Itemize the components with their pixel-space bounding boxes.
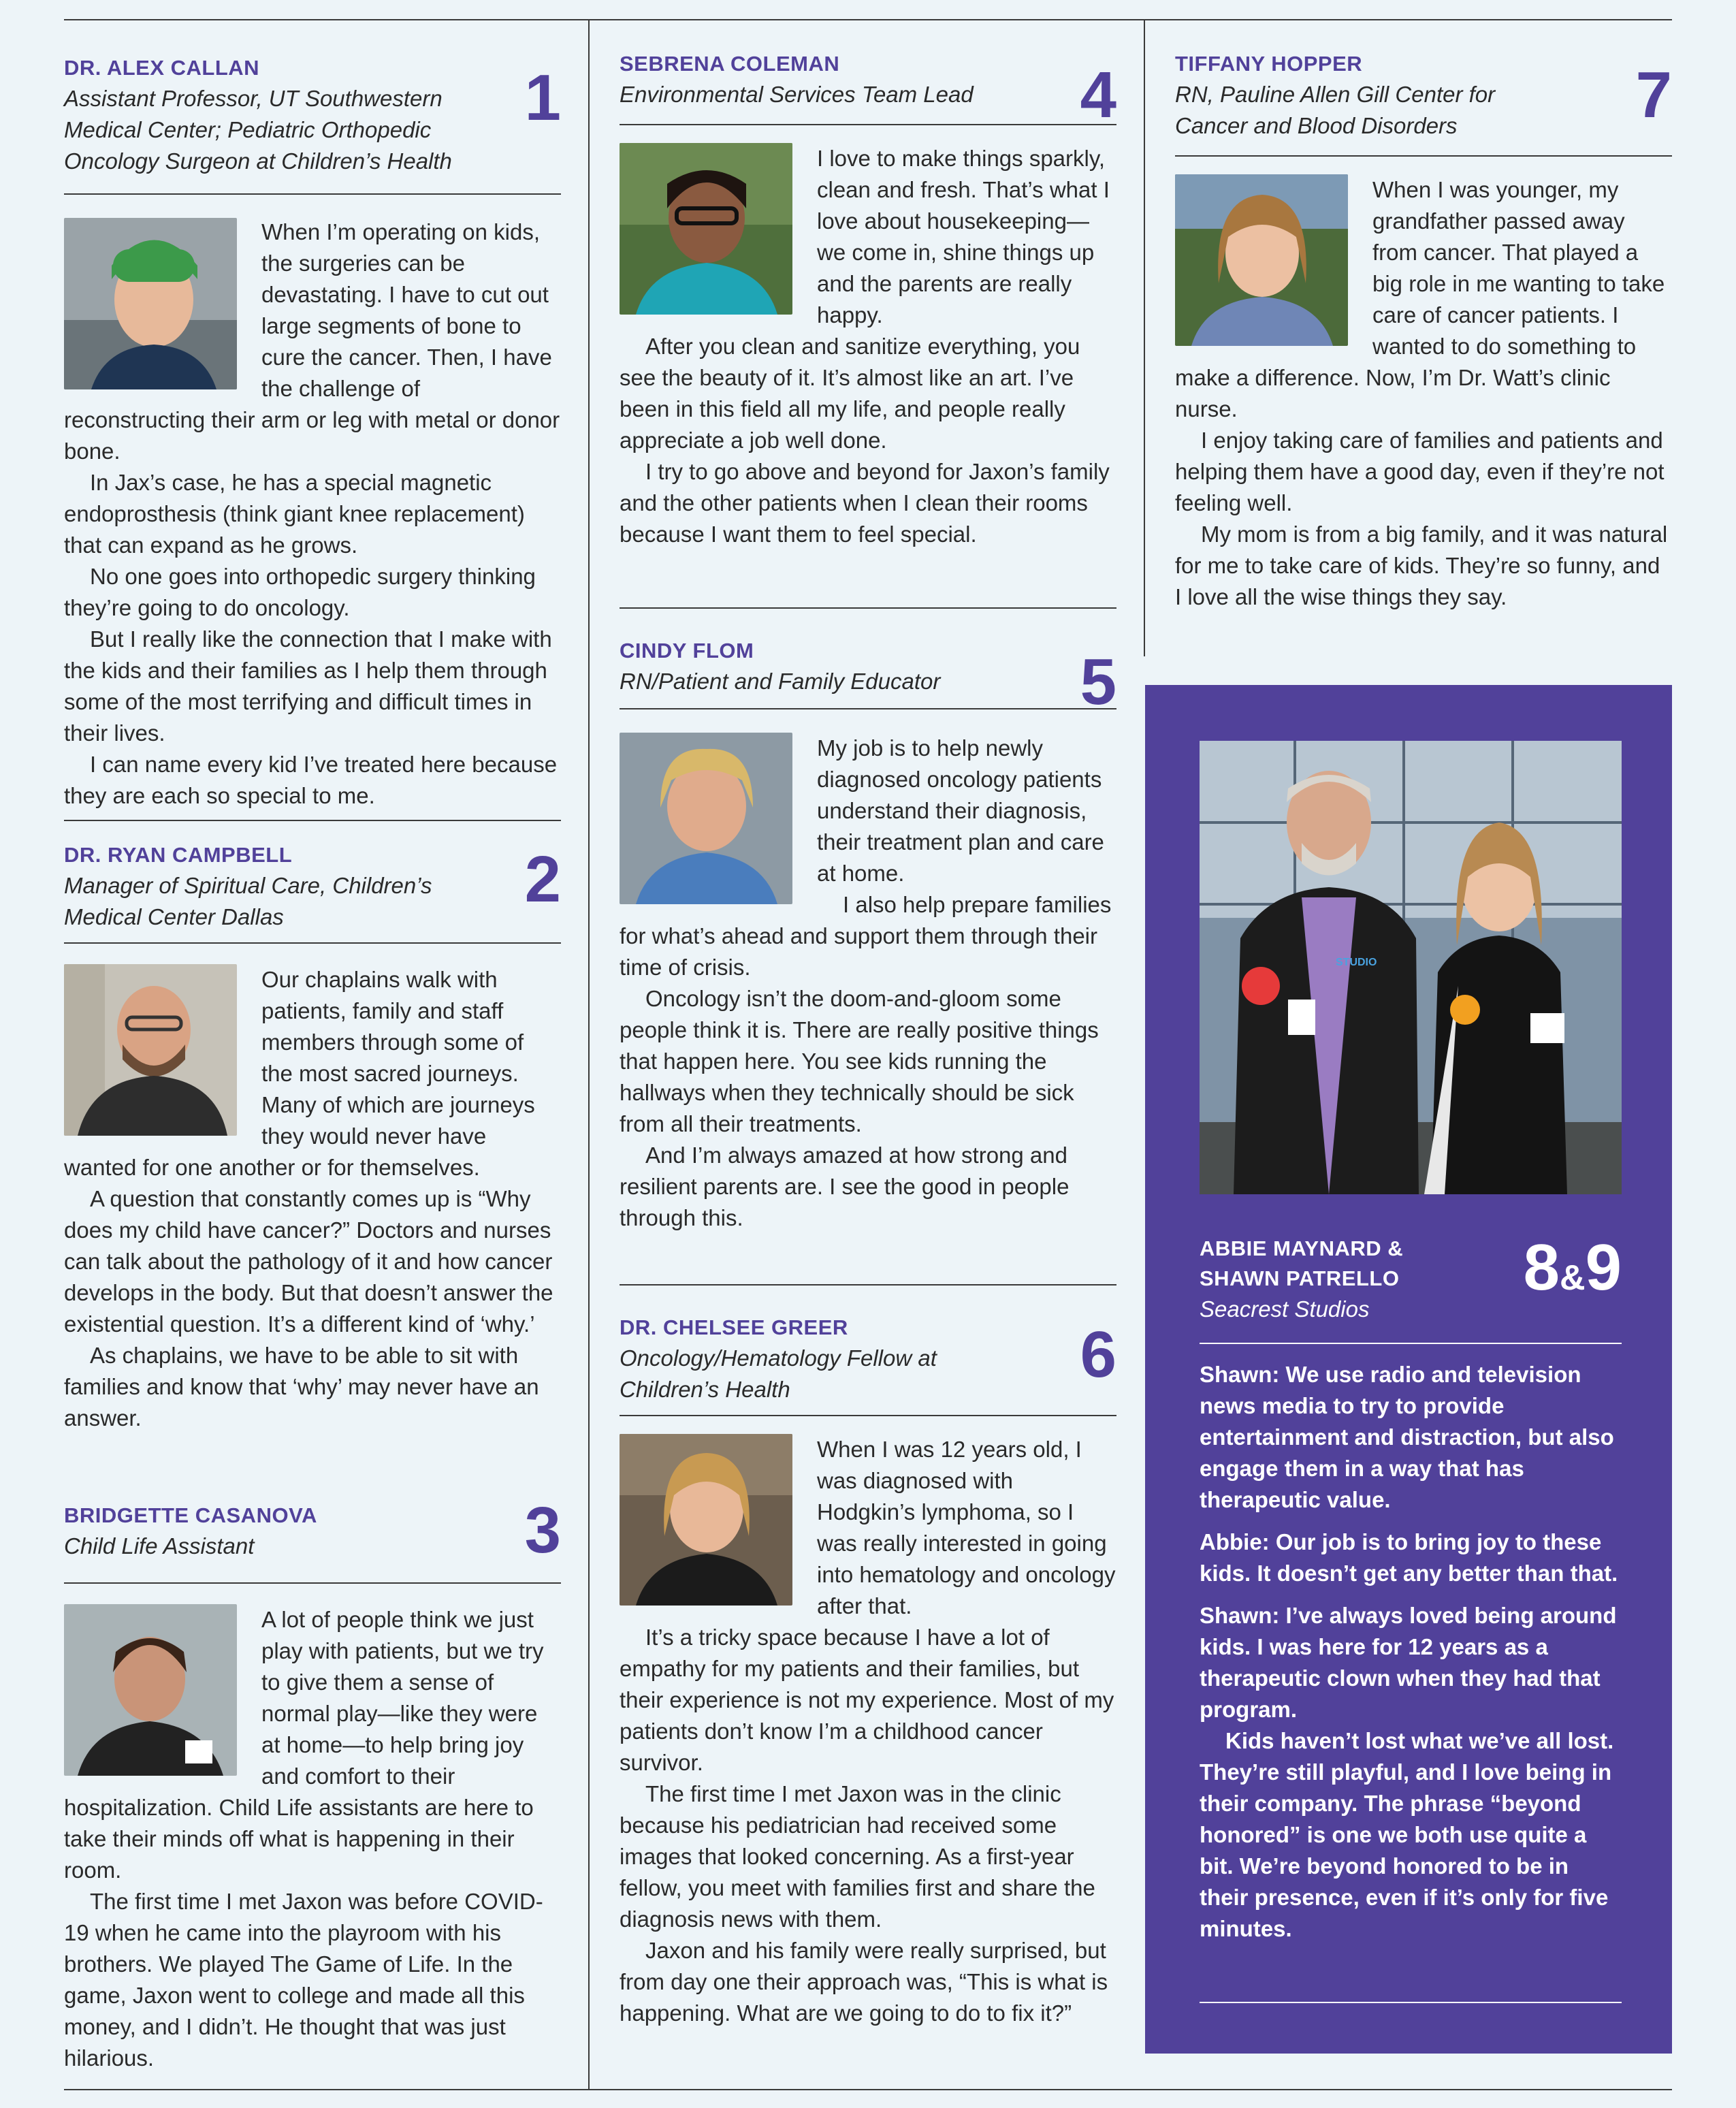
profile-number: 3 (524, 1494, 561, 1567)
paragraph: My mom is from a big family, and it was natural for me to take care of kids. They’re so funny, and I love all the wise things they say. (1175, 522, 1668, 609)
profile-name: CINDY FLOM (620, 639, 754, 662)
profile-photo (1175, 174, 1348, 346)
quote-text: Our job is to bring joy to these kids. It doesn’t get any better than that. (1200, 1529, 1618, 1586)
profile-name: DR. ALEX CALLAN (64, 56, 260, 80)
column-divider-2 (1144, 19, 1145, 656)
profile-title: Assistant Professor, UT Southwestern Medical Center; Pediatric Orthopedic Oncology Surgeon at Children’s Health (64, 86, 452, 174)
quote-speaker: Abbie: (1200, 1529, 1270, 1554)
profile-name: TIFFANY HOPPER (1175, 52, 1363, 76)
profile-number: 7 (1635, 59, 1672, 131)
badge-label: STUDIO (1336, 957, 1377, 968)
feature-number (1523, 1231, 1622, 1312)
profile-body (64, 217, 561, 812)
profile-header (1175, 49, 1672, 155)
profile-body (1175, 174, 1672, 613)
quote-closing: Kids haven’t lost what we’ve all lost. They’re still playful, and I love being in their company. The phrase “beyond honored” is one we both use quite a bit. We’re beyond honored to be in their presence, even if it’s only for five minutes. (1200, 1728, 1614, 1941)
paragraph: I enjoy taking care of families and patients and helping them have a good day, even if they’re not feeling well. (1175, 428, 1665, 515)
feature-title: Seacrest Studios (1200, 1296, 1370, 1322)
profile-flom (620, 636, 1116, 1234)
profile-title: RN, Pauline Allen Gill Center for Cancer and Blood Disorders (1175, 82, 1496, 138)
feature-bottom-rule (1200, 2002, 1622, 2003)
quote (1200, 1359, 1622, 1516)
section-rule (620, 607, 1116, 609)
quote-text: We use radio and television news media to try to provide entertainment and distraction, but also engage them in a way that has therapeutic value. (1200, 1362, 1614, 1512)
quote-speaker: Shawn: (1200, 1362, 1280, 1387)
profile-header (64, 1494, 561, 1571)
paragraph: No one goes into orthopedic surgery thinking they’re going to do oncology. (64, 564, 536, 620)
paragraph: A question that constantly comes up is “Why does my child have cancer?” Doctors and nurses can talk about the pathology of it and how cancer develops in the body. But that doesn’t answer the existential question. It’s a different kind of ‘why.’ (64, 1186, 553, 1337)
profile-name: BRIDGETTE CASANOVA (64, 1503, 317, 1527)
profile-hopper (1175, 49, 1672, 613)
profile-number: 6 (1080, 1318, 1116, 1391)
profile-name: DR. CHELSEE GREER (620, 1315, 848, 1339)
feature-number-a: 8 (1523, 1231, 1560, 1304)
profile-body (64, 1604, 561, 2074)
profile-photo (620, 143, 792, 315)
paragraph: When I was 12 years old, I was diagnosed with Hodgkin’s lymphoma, so I was really interested in going into hematology and oncology after that. (817, 1437, 1116, 1618)
feature-name-line1: ABBIE MAYNARD & (1200, 1236, 1404, 1260)
paragraph: The first time I met Jaxon was before COVID-19 when he came into the playroom with his brothers. We played The Game of Life. In the game, Jaxon went to college and made all this money, and I didn’t. He thought that was just hilarious. (64, 1889, 543, 2071)
paragraph: I also help prepare families for what’s ahead and support them through their time of crisis. (620, 892, 1112, 980)
profile-number: 4 (1080, 59, 1116, 131)
feature-name-line2: SHAWN PATRELLO (1200, 1266, 1400, 1290)
header-rule (64, 942, 561, 944)
header-rule (64, 193, 561, 195)
bottom-rule (64, 2089, 1672, 2090)
profile-header (64, 53, 561, 193)
profile-number: 5 (1080, 645, 1116, 718)
profile-callan (64, 53, 561, 812)
paragraph: A lot of people think we just play with patients, but we try to give them a sense of normal play—like they were at home—to help bring joy and comfort to their hospitalization. Child Life assistants are here to take their minds off what is happening in their room. (64, 1607, 544, 1883)
profile-name: DR. RYAN CAMPBELL (64, 843, 293, 867)
profile-campbell (64, 840, 561, 1434)
profile-photo (620, 1434, 792, 1606)
paragraph: I can name every kid I’ve treated here because they are each so special to me. (64, 752, 558, 808)
profile-title: Environmental Services Team Lead (620, 82, 974, 107)
profile-photo (64, 218, 237, 389)
top-rule (64, 19, 1672, 20)
quote-speaker: Shawn: (1200, 1603, 1280, 1628)
profile-title: RN/Patient and Family Educator (620, 669, 941, 694)
paragraph: Jaxon and his family were really surprised, but from day one their approach was, “This is what is happening. What are we going to do to fix it?” (620, 1938, 1108, 2026)
column-divider-1 (588, 19, 590, 2089)
feature-box (1145, 685, 1672, 2054)
profile-title: Oncology/Hematology Fellow at Children’s Health (620, 1345, 937, 1402)
quote (1200, 1527, 1622, 1589)
paragraph: In Jax’s case, he has a special magnetic endoprosthesis (think giant knee replacement) that can expand as he grows. (64, 470, 525, 558)
profile-body (620, 1434, 1116, 2029)
profile-body (64, 964, 561, 1434)
profile-body (620, 733, 1116, 1234)
feature-body (1200, 1359, 1622, 1955)
profile-photo (64, 1604, 237, 1776)
profile-header (620, 636, 1116, 718)
section-rule (620, 1284, 1116, 1285)
header-rule (620, 1415, 1116, 1416)
feature-number-b: 9 (1585, 1231, 1622, 1304)
feature-header (1200, 1231, 1622, 1343)
profile-photo (64, 964, 237, 1136)
header-rule (64, 1582, 561, 1584)
profile-photo (620, 733, 792, 904)
feature-photo (1200, 741, 1622, 1194)
quote-text: I’ve always loved being around kids. I was here for 12 years as a therapeutic clown when they had that program. (1200, 1603, 1617, 1722)
profile-title: Manager of Spiritual Care, Children’s Medical Center Dallas (64, 873, 432, 929)
profile-number: 1 (524, 61, 561, 134)
paragraph: When I’m operating on kids, the surgeries can be devastating. I have to cut out large segments of bone to cure the cancer. Then, I have the challenge of reconstructing their arm or leg with metal or donor bone. (64, 219, 560, 464)
profile-name: SEBRENA COLEMAN (620, 52, 840, 76)
section-rule (64, 820, 561, 821)
paragraph: I love to make things sparkly, clean and fresh. That’s what I love about housekeeping—we come in, shine things up and the parents are really happy. (817, 146, 1110, 328)
header-rule (620, 124, 1116, 125)
header-rule (620, 708, 1116, 709)
paragraph: The first time I met Jaxon was in the clinic because his pediatrician had received some images that looked concerning. As a first-year fellow, you meet with families first and share the diagnosis news with them. (620, 1781, 1095, 1932)
profile-greer (620, 1313, 1116, 2029)
paragraph: And I’m always amazed at how strong and resilient parents are. I see the good in people through this. (620, 1143, 1070, 1230)
paragraph: My job is to help newly diagnosed oncology patients understand their diagnosis, their treatment plan and care at home. (817, 735, 1104, 886)
paragraph: But I really like the connection that I make with the kids and their families as I help them through some of the most terrifying and difficult times in their lives. (64, 626, 552, 746)
paragraph: When I was younger, my grandfather passed away from cancer. That played a big role in me wanting to take care of cancer patients. I wanted to do something to make a difference. Now, I’m Dr. Watt’s clinic nurse. (1175, 177, 1665, 421)
profile-number: 2 (524, 843, 561, 916)
feature-number-amp: & (1560, 1258, 1586, 1298)
feature-header-rule (1200, 1343, 1622, 1344)
profile-casanova (64, 1494, 561, 2074)
profile-body (620, 143, 1116, 550)
profile-title: Child Life Assistant (64, 1533, 255, 1559)
paragraph: After you clean and sanitize everything, you see the beauty of it. It’s almost like an art. I’ve been in this field all my life, and people really appreciate a job well done. (620, 334, 1080, 453)
header-rule (1175, 155, 1672, 157)
paragraph: Oncology isn’t the doom-and-gloom some people think it is. There are really positive things that happen here. You see kids running the hallways when they technically should be sick from all their treatments. (620, 986, 1099, 1136)
profile-header (64, 840, 561, 942)
paragraph: As chaplains, we have to be able to sit with families and know that ‘why’ may never have an answer. (64, 1343, 539, 1431)
quote (1200, 1600, 1622, 1725)
profile-coleman (620, 49, 1116, 550)
profile-header (620, 49, 1116, 131)
paragraph: Our chaplains walk with patients, family and staff members through some of the most sacred journeys. Many of which are journeys they would never have wanted for one another or for themselves. (64, 967, 535, 1180)
paragraph: It’s a tricky space because I have a lot of empathy for my patients and their families, but their experience is not my experience. Most of my patients don’t know I’m a childhood cancer survivor. (620, 1625, 1114, 1775)
profile-header (620, 1313, 1116, 1415)
paragraph: I try to go above and beyond for Jaxon’s family and the other patients when I clean their rooms because I want them to feel special. (620, 459, 1110, 547)
